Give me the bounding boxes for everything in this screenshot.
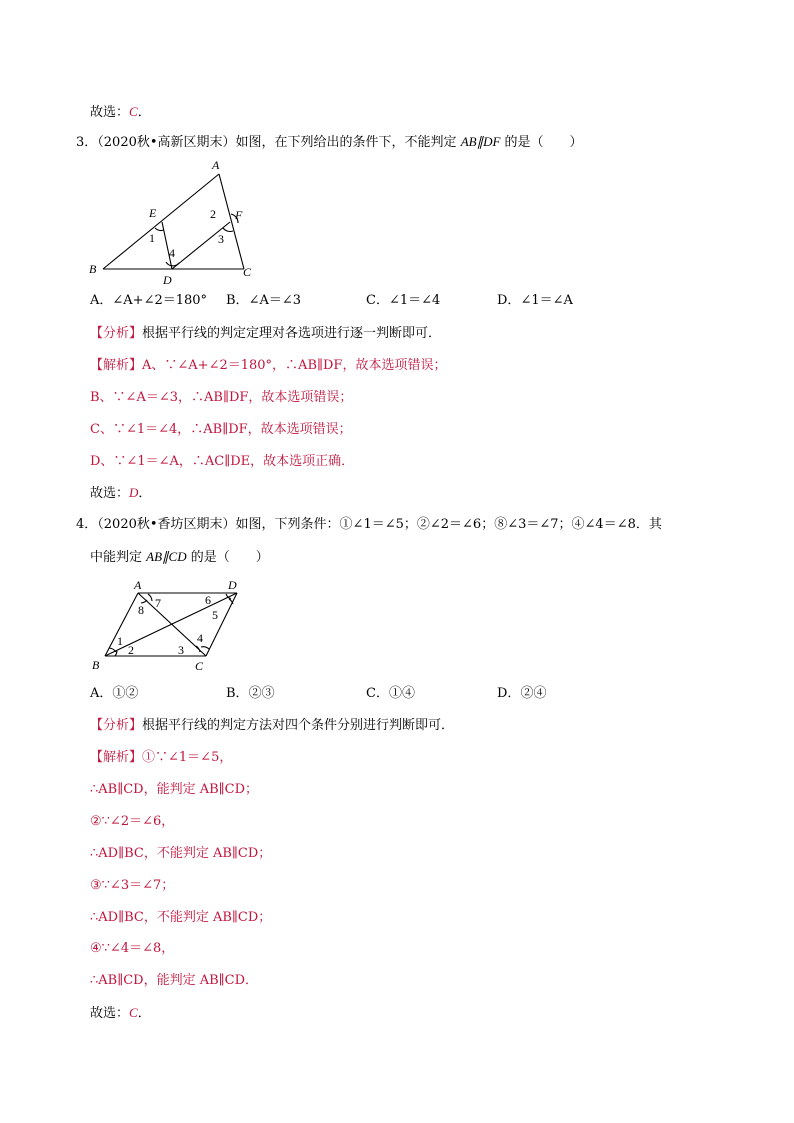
solution-text: A、∵∠A+∠2＝180°，∴AB∥DF，故本选项错误； bbox=[142, 358, 447, 373]
q4-stem-b: AB∥CD bbox=[146, 549, 187, 564]
choose-end: ． bbox=[137, 105, 151, 120]
option-text: ∠A+∠2＝180° bbox=[112, 293, 208, 308]
q3-source: （2020秋•高新区期末） bbox=[97, 135, 236, 150]
choose-answer: C bbox=[129, 104, 138, 119]
q3-option-c bbox=[366, 292, 440, 310]
option-label: B． bbox=[226, 293, 249, 308]
q3-point-C: C bbox=[243, 265, 252, 279]
q3-stem-a: 如图，在下列给出的条件下，不能判定 bbox=[235, 135, 461, 150]
choose-label: 故选： bbox=[90, 105, 130, 120]
q4-angle-1: 1 bbox=[117, 634, 123, 648]
choose-answer: C bbox=[129, 1005, 138, 1020]
q3-point-F: F bbox=[235, 208, 243, 222]
q3-angle-4: 4 bbox=[169, 246, 175, 260]
analysis-text: 根据平行线的判定方法对四个条件分别进行判断即可． bbox=[142, 718, 455, 733]
q4-source: （2020秋•香坊区期末） bbox=[97, 517, 236, 532]
q4-stem-line-2 bbox=[90, 548, 269, 567]
q3-option-b bbox=[226, 292, 301, 310]
choose-answer: D bbox=[129, 485, 139, 500]
q4-angle-4: 4 bbox=[197, 631, 203, 645]
choose-end: ． bbox=[137, 1006, 151, 1021]
option-text: ①④ bbox=[388, 686, 415, 701]
q4-analysis bbox=[90, 717, 454, 735]
analysis-text: 根据平行线的判定定理对各选项进行逐一判断即可． bbox=[142, 326, 442, 341]
q4-angle-7: 7 bbox=[155, 596, 161, 610]
q4-stem-a: 中能判定 bbox=[90, 550, 147, 565]
q4-point-C: C bbox=[195, 659, 204, 673]
q4-solution-line-1 bbox=[90, 749, 232, 767]
q3-stem bbox=[76, 133, 583, 152]
q4-figure bbox=[86, 574, 246, 676]
analysis-tag: 【分析】 bbox=[90, 326, 143, 341]
solution-tag: 【解析】 bbox=[90, 750, 143, 765]
q3-point-A: A bbox=[212, 158, 220, 172]
q3-solution-line-1 bbox=[90, 357, 446, 375]
q4-stem-c: 的是（ ） bbox=[186, 550, 269, 565]
q3-angle-2: 2 bbox=[210, 207, 216, 221]
q3-point-E: E bbox=[149, 206, 157, 220]
q3-number: 3． bbox=[76, 135, 98, 150]
solution-text: ①∵∠1＝∠5， bbox=[142, 750, 233, 765]
q3-solution-line-4: D、∵∠1＝∠A，∴AC∥DE，故本选项正确． bbox=[90, 454, 355, 469]
option-text: ②④ bbox=[520, 686, 547, 701]
q3-point-D: D bbox=[163, 273, 172, 287]
solution-tag: 【解析】 bbox=[90, 358, 143, 373]
option-text: ∠1＝∠4 bbox=[388, 293, 441, 308]
option-text: ∠1＝∠A bbox=[520, 293, 573, 308]
q4-angle-3: 3 bbox=[178, 643, 184, 657]
q3-point-B: B bbox=[89, 262, 97, 276]
option-label: B． bbox=[226, 686, 249, 701]
option-label: C． bbox=[366, 686, 389, 701]
option-text: ②③ bbox=[248, 686, 275, 701]
q3-solution-line-3: C、∵∠1＝∠4，∴AB∥DF，故本选项错误； bbox=[90, 422, 352, 437]
q4-solution-line-4: ∴AD∥BC，不能判定 AB∥CD； bbox=[90, 846, 272, 861]
q4-point-D: D bbox=[228, 578, 237, 592]
q4-point-B: B bbox=[92, 658, 100, 672]
q3-angle-1: 1 bbox=[149, 231, 155, 245]
q4-solution-line-8: ∴AB∥CD，能判定 AB∥CD． bbox=[90, 973, 259, 988]
q3-option-a bbox=[90, 292, 207, 310]
q3-solution-line-2: B、∵∠A＝∠3，∴AB∥DF，故本选项错误； bbox=[90, 390, 353, 405]
option-label: D． bbox=[497, 293, 521, 308]
q4-choose-line bbox=[90, 1004, 151, 1023]
q3-option-d bbox=[497, 292, 573, 310]
q4-option-a bbox=[90, 685, 138, 703]
q4-option-b bbox=[226, 685, 275, 703]
analysis-tag: 【分析】 bbox=[90, 718, 143, 733]
choose-end: ． bbox=[138, 486, 152, 501]
q4-angle-8: 8 bbox=[138, 603, 144, 617]
option-text: ①② bbox=[112, 686, 139, 701]
q3-choose-line bbox=[90, 484, 151, 503]
option-label: A． bbox=[90, 293, 113, 308]
q4-solution-line-2: ∴AB∥CD，能判定 AB∥CD； bbox=[90, 782, 259, 797]
choose-label: 故选： bbox=[90, 1006, 130, 1021]
option-label: D． bbox=[497, 686, 521, 701]
q4-stem-text: 如图，下列条件：①∠1＝∠5；②∠2＝∠6；⑧∠3＝∠7；④∠4＝∠8．其 bbox=[235, 517, 662, 532]
option-label: A． bbox=[90, 686, 113, 701]
q4-solution-line-5: ③∵∠3＝∠7； bbox=[90, 878, 175, 893]
q3-stem-c: 的是（ ） bbox=[500, 135, 583, 150]
option-label: C． bbox=[366, 293, 389, 308]
q4-solution-line-3: ②∵∠2＝∠6， bbox=[90, 814, 175, 829]
prev-choose-line bbox=[90, 103, 151, 122]
q4-point-A: A bbox=[134, 578, 142, 592]
q3-figure bbox=[86, 155, 266, 287]
q3-stem-b: AB∥DF bbox=[460, 134, 501, 149]
q4-angle-2: 2 bbox=[128, 643, 134, 657]
q4-option-c bbox=[366, 685, 415, 703]
q4-option-d bbox=[497, 685, 546, 703]
q4-number: 4． bbox=[76, 517, 98, 532]
choose-label: 故选： bbox=[90, 486, 130, 501]
q4-solution-line-7: ④∵∠4＝∠8， bbox=[90, 941, 175, 956]
q3-angle-3: 3 bbox=[218, 232, 224, 246]
q4-angle-5: 5 bbox=[212, 608, 218, 622]
q4-solution-line-6: ∴AD∥BC，不能判定 AB∥CD； bbox=[90, 910, 272, 925]
option-text: ∠A＝∠3 bbox=[248, 293, 302, 308]
q4-stem-line-1 bbox=[76, 516, 662, 534]
q4-angle-6: 6 bbox=[205, 593, 211, 607]
q3-analysis bbox=[90, 325, 441, 343]
